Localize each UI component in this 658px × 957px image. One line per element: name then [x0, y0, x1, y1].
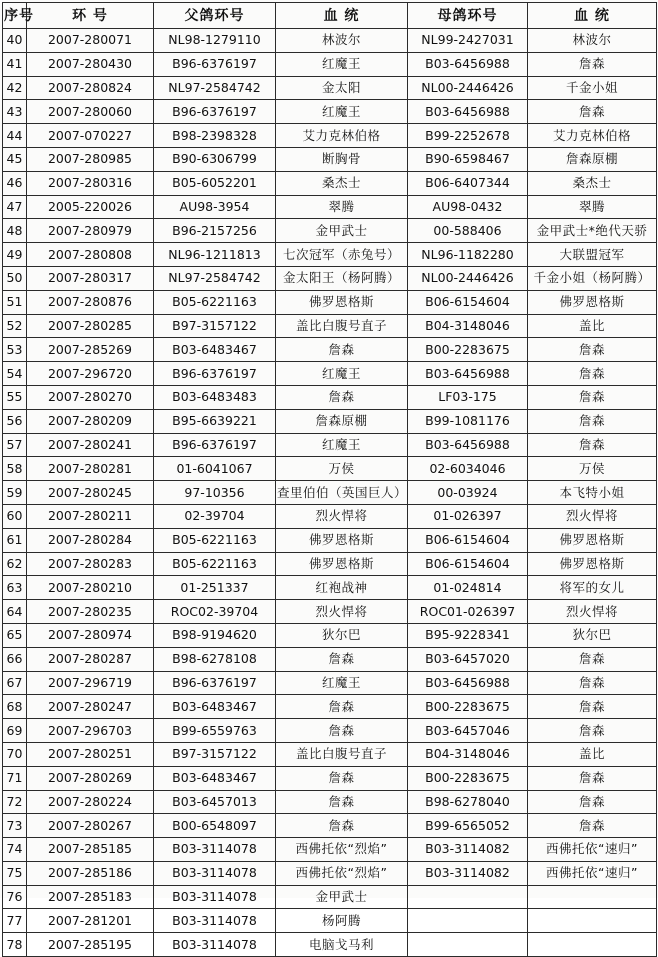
cell-father-ring: B98-9194620 [154, 623, 276, 647]
cell-ring: 2007-280824 [27, 76, 154, 100]
cell-ring: 2007-280241 [27, 433, 154, 457]
cell-ring: 2007-280269 [27, 766, 154, 790]
table-row [3, 504, 657, 528]
cell-mother-lineage: 詹森 [528, 409, 657, 433]
table-row [3, 719, 657, 743]
cell-ring: 2007-280284 [27, 528, 154, 552]
table-row [3, 600, 657, 624]
table-row [3, 362, 657, 386]
table-row [3, 433, 657, 457]
cell-ring: 2007-070227 [27, 124, 154, 148]
cell-mother-ring [408, 885, 528, 909]
cell-father-lineage: 万侯 [276, 457, 408, 481]
cell-ring: 2007-280808 [27, 243, 154, 267]
cell-father-ring: B03-3114078 [154, 933, 276, 957]
cell-father-ring: B03-6457013 [154, 790, 276, 814]
cell-mother-ring: NL00-2446426 [408, 266, 528, 290]
cell-father-ring: NL97-2584742 [154, 76, 276, 100]
table-row [3, 29, 657, 53]
cell-mother-lineage: 詹森 [528, 52, 657, 76]
cell-seq: 44 [3, 124, 27, 148]
cell-father-ring: B03-3114078 [154, 861, 276, 885]
cell-seq: 68 [3, 695, 27, 719]
cell-mother-lineage: 大联盟冠军 [528, 243, 657, 267]
cell-father-lineage: 盖比白腹号直子 [276, 742, 408, 766]
cell-seq: 43 [3, 100, 27, 124]
cell-seq: 64 [3, 600, 27, 624]
cell-father-ring: B98-6278108 [154, 647, 276, 671]
cell-father-lineage: 西佛托依“烈焰” [276, 838, 408, 862]
cell-seq: 59 [3, 481, 27, 505]
cell-mother-lineage: 詹森原棚 [528, 147, 657, 171]
cell-mother-ring: B03-3114082 [408, 861, 528, 885]
cell-ring: 2007-280316 [27, 171, 154, 195]
table-row [3, 314, 657, 338]
cell-mother-ring: 02-6034046 [408, 457, 528, 481]
cell-mother-lineage: 西佛托依“速归” [528, 838, 657, 862]
cell-father-ring: 02-39704 [154, 504, 276, 528]
cell-father-ring: B05-6221163 [154, 290, 276, 314]
cell-father-lineage: 烈火悍将 [276, 600, 408, 624]
cell-mother-ring: B06-6154604 [408, 528, 528, 552]
cell-mother-lineage: 将军的女儿 [528, 576, 657, 600]
cell-father-ring: B90-6306799 [154, 147, 276, 171]
cell-father-lineage: 金太阳王（杨阿腾） [276, 266, 408, 290]
cell-seq: 62 [3, 552, 27, 576]
cell-father-ring: B98-2398328 [154, 124, 276, 148]
cell-mother-lineage: 本飞特小姐 [528, 481, 657, 505]
table-row [3, 552, 657, 576]
cell-father-ring: B03-3114078 [154, 885, 276, 909]
cell-father-lineage: 红袍战神 [276, 576, 408, 600]
cell-father-lineage: 詹森 [276, 695, 408, 719]
cell-seq: 78 [3, 933, 27, 957]
cell-ring: 2007-285185 [27, 838, 154, 862]
cell-father-ring: B96-6376197 [154, 362, 276, 386]
cell-father-lineage: 七次冠军（赤兔号） [276, 243, 408, 267]
cell-father-ring: B99-6559763 [154, 719, 276, 743]
cell-mother-lineage [528, 885, 657, 909]
cell-ring: 2007-280210 [27, 576, 154, 600]
cell-ring: 2007-280985 [27, 147, 154, 171]
cell-mother-ring: B03-6456988 [408, 362, 528, 386]
table-row [3, 742, 657, 766]
cell-seq: 49 [3, 243, 27, 267]
cell-father-lineage: 詹森 [276, 790, 408, 814]
cell-seq: 45 [3, 147, 27, 171]
cell-ring: 2007-280974 [27, 623, 154, 647]
cell-father-ring: B03-6483467 [154, 766, 276, 790]
cell-mother-lineage: 詹森 [528, 338, 657, 362]
cell-ring: 2007-280211 [27, 504, 154, 528]
cell-father-lineage: 烈火悍将 [276, 504, 408, 528]
cell-seq: 51 [3, 290, 27, 314]
cell-father-ring: NL96-1211813 [154, 243, 276, 267]
table-row [3, 243, 657, 267]
cell-mother-ring: B04-3148046 [408, 742, 528, 766]
cell-mother-ring: NL99-2427031 [408, 29, 528, 53]
cell-father-ring: B05-6052201 [154, 171, 276, 195]
table-row [3, 147, 657, 171]
table-row [3, 647, 657, 671]
cell-mother-ring: 00-03924 [408, 481, 528, 505]
cell-father-ring: NL97-2584742 [154, 266, 276, 290]
cell-father-lineage: 詹森 [276, 719, 408, 743]
cell-mother-lineage: 詹森 [528, 719, 657, 743]
cell-mother-lineage: 艾力克林伯格 [528, 124, 657, 148]
cell-father-ring: B96-2157256 [154, 219, 276, 243]
cell-father-ring: B97-3157122 [154, 314, 276, 338]
cell-father-ring: 97-10356 [154, 481, 276, 505]
cell-father-lineage: 佛罗恩格斯 [276, 528, 408, 552]
cell-mother-lineage: 詹森 [528, 362, 657, 386]
cell-father-lineage: 金太阳 [276, 76, 408, 100]
table-row [3, 766, 657, 790]
cell-father-lineage: 詹森 [276, 647, 408, 671]
table-row [3, 909, 657, 933]
cell-mother-ring: B90-6598467 [408, 147, 528, 171]
cell-mother-ring [408, 909, 528, 933]
pedigree-table [2, 2, 657, 957]
header-mother-ring: 母鸽环号 [408, 3, 528, 29]
cell-ring: 2007-280317 [27, 266, 154, 290]
cell-mother-ring: B03-6457020 [408, 647, 528, 671]
cell-father-lineage: 电脑戈马利 [276, 933, 408, 957]
cell-father-ring: B03-6483467 [154, 338, 276, 362]
cell-mother-lineage: 烈火悍将 [528, 600, 657, 624]
cell-mother-lineage [528, 909, 657, 933]
cell-father-lineage: 詹森 [276, 338, 408, 362]
cell-father-lineage: 詹森 [276, 385, 408, 409]
cell-mother-lineage: 詹森 [528, 695, 657, 719]
cell-mother-ring: B99-2252678 [408, 124, 528, 148]
cell-father-lineage: 盖比白腹号直子 [276, 314, 408, 338]
cell-mother-ring: B04-3148046 [408, 314, 528, 338]
cell-mother-ring: B06-6154604 [408, 552, 528, 576]
cell-ring: 2007-285183 [27, 885, 154, 909]
header-seq: 序号 [3, 3, 27, 29]
cell-mother-ring: 01-024814 [408, 576, 528, 600]
cell-ring: 2007-280071 [27, 29, 154, 53]
cell-ring: 2007-280979 [27, 219, 154, 243]
cell-mother-lineage: 西佛托依“速归” [528, 861, 657, 885]
cell-ring: 2007-280287 [27, 647, 154, 671]
cell-mother-lineage: 詹森 [528, 790, 657, 814]
cell-mother-lineage: 烈火悍将 [528, 504, 657, 528]
cell-father-lineage: 西佛托依“烈焰” [276, 861, 408, 885]
cell-seq: 65 [3, 623, 27, 647]
cell-mother-lineage [528, 933, 657, 957]
cell-ring: 2007-280283 [27, 552, 154, 576]
cell-ring: 2007-280281 [27, 457, 154, 481]
table-row [3, 671, 657, 695]
cell-father-ring: B96-6376197 [154, 671, 276, 695]
cell-ring: 2007-296703 [27, 719, 154, 743]
cell-ring: 2007-280245 [27, 481, 154, 505]
cell-ring: 2007-285186 [27, 861, 154, 885]
table-row [3, 481, 657, 505]
cell-father-ring: B97-3157122 [154, 742, 276, 766]
cell-mother-ring: B03-6456988 [408, 433, 528, 457]
cell-father-ring: 01-6041067 [154, 457, 276, 481]
table-row [3, 576, 657, 600]
cell-mother-ring: B06-6407344 [408, 171, 528, 195]
cell-mother-ring: B95-9228341 [408, 623, 528, 647]
cell-seq: 53 [3, 338, 27, 362]
cell-father-ring: ROC02-39704 [154, 600, 276, 624]
cell-father-lineage: 詹森 [276, 814, 408, 838]
cell-father-ring: B05-6221163 [154, 552, 276, 576]
cell-father-lineage: 桑杰士 [276, 171, 408, 195]
table-row [3, 290, 657, 314]
table-row [3, 266, 657, 290]
cell-father-ring: B96-6376197 [154, 52, 276, 76]
cell-father-lineage: 佛罗恩格斯 [276, 552, 408, 576]
cell-seq: 41 [3, 52, 27, 76]
cell-mother-lineage: 詹森 [528, 433, 657, 457]
cell-seq: 46 [3, 171, 27, 195]
table-row [3, 933, 657, 957]
cell-father-ring: B05-6221163 [154, 528, 276, 552]
cell-mother-ring: LF03-175 [408, 385, 528, 409]
header-mother-lineage: 血 统 [528, 3, 657, 29]
cell-father-ring: AU98-3954 [154, 195, 276, 219]
cell-father-ring: NL98-1279110 [154, 29, 276, 53]
cell-seq: 66 [3, 647, 27, 671]
cell-mother-lineage: 千金小姐 [528, 76, 657, 100]
cell-mother-ring: 01-026397 [408, 504, 528, 528]
table-row [3, 885, 657, 909]
cell-mother-ring: NL00-2446426 [408, 76, 528, 100]
cell-mother-lineage: 盖比 [528, 742, 657, 766]
cell-father-lineage: 断胸骨 [276, 147, 408, 171]
cell-mother-ring: B03-3114082 [408, 838, 528, 862]
table-row [3, 457, 657, 481]
cell-mother-ring: 00-588406 [408, 219, 528, 243]
cell-father-ring: B03-3114078 [154, 909, 276, 933]
cell-father-lineage: 佛罗恩格斯 [276, 290, 408, 314]
cell-ring: 2007-296720 [27, 362, 154, 386]
cell-father-lineage: 杨阿腾 [276, 909, 408, 933]
cell-seq: 50 [3, 266, 27, 290]
cell-ring: 2007-280267 [27, 814, 154, 838]
cell-mother-lineage: 佛罗恩格斯 [528, 528, 657, 552]
cell-mother-lineage: 翠腾 [528, 195, 657, 219]
cell-seq: 56 [3, 409, 27, 433]
table-header [3, 3, 657, 29]
cell-seq: 73 [3, 814, 27, 838]
cell-mother-lineage: 金甲武士*绝代天骄 [528, 219, 657, 243]
cell-father-lineage: 金甲武士 [276, 219, 408, 243]
header-father-lineage: 血 统 [276, 3, 408, 29]
header-father-ring: 父鸽环号 [154, 3, 276, 29]
cell-mother-ring: B99-6565052 [408, 814, 528, 838]
cell-father-ring: B96-6376197 [154, 100, 276, 124]
table-row [3, 385, 657, 409]
cell-seq: 72 [3, 790, 27, 814]
cell-seq: 52 [3, 314, 27, 338]
header-ring: 环 号 [27, 3, 154, 29]
cell-father-lineage: 红魔王 [276, 433, 408, 457]
cell-seq: 71 [3, 766, 27, 790]
table-row [3, 52, 657, 76]
cell-mother-lineage: 詹森 [528, 100, 657, 124]
cell-mother-ring: B06-6154604 [408, 290, 528, 314]
cell-seq: 57 [3, 433, 27, 457]
cell-seq: 69 [3, 719, 27, 743]
cell-seq: 60 [3, 504, 27, 528]
cell-father-lineage: 林波尔 [276, 29, 408, 53]
cell-father-ring: B03-6483483 [154, 385, 276, 409]
cell-seq: 40 [3, 29, 27, 53]
cell-ring: 2005-220026 [27, 195, 154, 219]
cell-mother-lineage: 千金小姐（杨阿腾） [528, 266, 657, 290]
cell-ring: 2007-281201 [27, 909, 154, 933]
cell-mother-ring: B03-6457046 [408, 719, 528, 743]
table-row [3, 100, 657, 124]
cell-seq: 67 [3, 671, 27, 695]
cell-mother-ring: B98-6278040 [408, 790, 528, 814]
cell-mother-ring: B03-6456988 [408, 671, 528, 695]
cell-ring: 2007-280876 [27, 290, 154, 314]
table-row [3, 695, 657, 719]
header-row [3, 3, 657, 29]
cell-mother-ring: B99-1081176 [408, 409, 528, 433]
table-row [3, 861, 657, 885]
table-row [3, 171, 657, 195]
cell-seq: 54 [3, 362, 27, 386]
cell-seq: 48 [3, 219, 27, 243]
cell-mother-lineage: 詹森 [528, 814, 657, 838]
cell-seq: 61 [3, 528, 27, 552]
cell-father-lineage: 艾力克林伯格 [276, 124, 408, 148]
cell-seq: 70 [3, 742, 27, 766]
cell-father-lineage: 红魔王 [276, 362, 408, 386]
table-row [3, 838, 657, 862]
cell-seq: 76 [3, 885, 27, 909]
cell-ring: 2007-280270 [27, 385, 154, 409]
cell-father-ring: B00-6548097 [154, 814, 276, 838]
cell-mother-lineage: 詹森 [528, 385, 657, 409]
cell-ring: 2007-280235 [27, 600, 154, 624]
cell-mother-ring: B00-2283675 [408, 766, 528, 790]
cell-seq: 75 [3, 861, 27, 885]
cell-father-lineage: 狄尔巴 [276, 623, 408, 647]
cell-seq: 42 [3, 76, 27, 100]
cell-mother-lineage: 林波尔 [528, 29, 657, 53]
cell-mother-lineage: 詹森 [528, 766, 657, 790]
cell-father-ring: B03-3114078 [154, 838, 276, 862]
cell-ring: 2007-285269 [27, 338, 154, 362]
table-row [3, 790, 657, 814]
cell-father-lineage: 红魔王 [276, 52, 408, 76]
cell-ring: 2007-280224 [27, 790, 154, 814]
cell-ring: 2007-280285 [27, 314, 154, 338]
cell-mother-ring: B03-6456988 [408, 100, 528, 124]
cell-mother-lineage: 狄尔巴 [528, 623, 657, 647]
cell-mother-ring: B00-2283675 [408, 338, 528, 362]
cell-mother-ring: ROC01-026397 [408, 600, 528, 624]
table-row [3, 528, 657, 552]
table-row [3, 623, 657, 647]
cell-ring: 2007-280430 [27, 52, 154, 76]
cell-ring: 2007-285195 [27, 933, 154, 957]
cell-father-lineage: 詹森原棚 [276, 409, 408, 433]
cell-father-lineage: 红魔王 [276, 100, 408, 124]
cell-mother-lineage: 佛罗恩格斯 [528, 552, 657, 576]
cell-father-ring: B95-6639221 [154, 409, 276, 433]
cell-mother-ring: B00-2283675 [408, 695, 528, 719]
cell-seq: 63 [3, 576, 27, 600]
cell-father-lineage: 詹森 [276, 766, 408, 790]
cell-seq: 77 [3, 909, 27, 933]
cell-ring: 2007-296719 [27, 671, 154, 695]
table-row [3, 124, 657, 148]
cell-ring: 2007-280209 [27, 409, 154, 433]
cell-father-ring: B03-6483467 [154, 695, 276, 719]
table-row [3, 76, 657, 100]
cell-father-ring: 01-251337 [154, 576, 276, 600]
cell-mother-lineage: 桑杰士 [528, 171, 657, 195]
cell-seq: 47 [3, 195, 27, 219]
cell-ring: 2007-280060 [27, 100, 154, 124]
cell-father-ring: B96-6376197 [154, 433, 276, 457]
table-body [3, 29, 657, 957]
cell-mother-lineage: 佛罗恩格斯 [528, 290, 657, 314]
cell-seq: 74 [3, 838, 27, 862]
cell-mother-lineage: 万侯 [528, 457, 657, 481]
table-row [3, 338, 657, 362]
cell-seq: 55 [3, 385, 27, 409]
cell-mother-ring: B03-6456988 [408, 52, 528, 76]
cell-mother-lineage: 詹森 [528, 671, 657, 695]
cell-ring: 2007-280247 [27, 695, 154, 719]
cell-mother-lineage: 詹森 [528, 647, 657, 671]
cell-mother-ring: AU98-0432 [408, 195, 528, 219]
cell-mother-lineage: 盖比 [528, 314, 657, 338]
table-row [3, 195, 657, 219]
cell-father-lineage: 查里伯伯（英国巨人） [276, 481, 408, 505]
table-row [3, 219, 657, 243]
cell-seq: 58 [3, 457, 27, 481]
cell-father-lineage: 金甲武士 [276, 885, 408, 909]
cell-father-lineage: 红魔王 [276, 671, 408, 695]
cell-mother-ring: NL96-1182280 [408, 243, 528, 267]
table-row [3, 409, 657, 433]
cell-mother-ring [408, 933, 528, 957]
cell-father-lineage: 翠腾 [276, 195, 408, 219]
table-row [3, 814, 657, 838]
cell-ring: 2007-280251 [27, 742, 154, 766]
